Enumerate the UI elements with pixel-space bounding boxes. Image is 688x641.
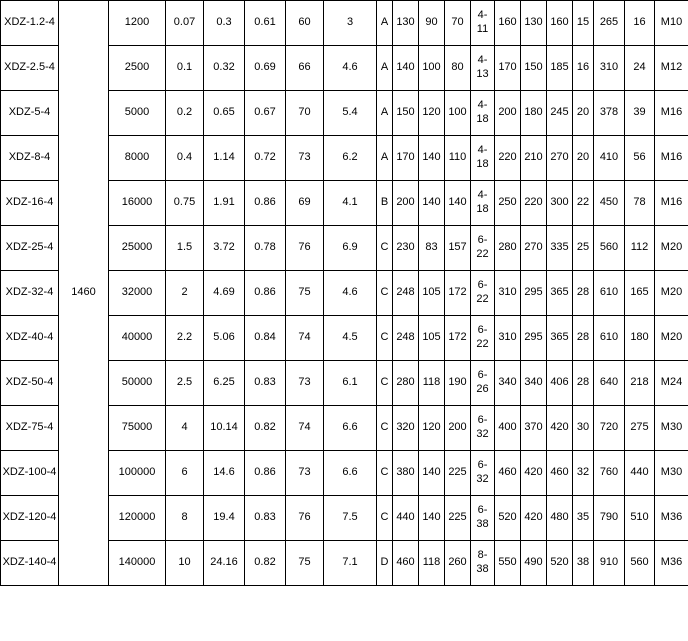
cell-c10: 80 [445,46,471,91]
cell-c7: A [377,46,393,91]
cell-c13: 295 [521,271,547,316]
cell-c17: 56 [625,136,655,181]
cell-c1: 50000 [109,361,166,406]
cell-c4: 0.69 [245,46,286,91]
cell-c1: 5000 [109,91,166,136]
cell-c7: C [377,316,393,361]
cell-c4: 0.86 [245,451,286,496]
cell-c9: 83 [419,226,445,271]
cell-c10: 140 [445,181,471,226]
cell-c11: 4-13 [471,46,495,91]
cell-c1: 40000 [109,316,166,361]
cell-c9: 120 [419,406,445,451]
cell-c2: 8 [166,496,204,541]
cell-c14: 460 [547,451,573,496]
cell-c7: D [377,541,393,586]
cell-c13: 270 [521,226,547,271]
cell-c7: C [377,406,393,451]
cell-c5: 75 [286,271,324,316]
cell-c6: 7.1 [324,541,377,586]
cell-c15: 22 [573,181,594,226]
cell-c12: 400 [495,406,521,451]
cell-c11: 6-32 [471,451,495,496]
cell-c1: 32000 [109,271,166,316]
cell-c9: 140 [419,496,445,541]
cell-model: XDZ-100-4 [1,451,59,496]
cell-c12: 550 [495,541,521,586]
cell-c16: 450 [594,181,625,226]
cell-c8: 280 [393,361,419,406]
cell-c3: 10.14 [204,406,245,451]
cell-c18: M36 [655,496,688,541]
cell-c12: 280 [495,226,521,271]
cell-c12: 220 [495,136,521,181]
cell-c2: 0.2 [166,91,204,136]
cell-c6: 6.9 [324,226,377,271]
cell-c14: 480 [547,496,573,541]
cell-c10: 172 [445,271,471,316]
cell-model: XDZ-2.5-4 [1,46,59,91]
cell-c15: 28 [573,316,594,361]
cell-model: XDZ-1.2-4 [1,1,59,46]
cell-c13: 340 [521,361,547,406]
cell-c16: 610 [594,316,625,361]
cell-c5: 75 [286,541,324,586]
cell-c14: 160 [547,1,573,46]
cell-c15: 20 [573,136,594,181]
cell-c6: 3 [324,1,377,46]
cell-c9: 140 [419,181,445,226]
cell-c13: 490 [521,541,547,586]
cell-c8: 248 [393,316,419,361]
cell-c10: 260 [445,541,471,586]
cell-model: XDZ-40-4 [1,316,59,361]
cell-c18: M24 [655,361,688,406]
cell-c9: 118 [419,361,445,406]
cell-c11: 6-22 [471,226,495,271]
cell-c3: 14.6 [204,451,245,496]
cell-c5: 76 [286,496,324,541]
cell-c3: 1.14 [204,136,245,181]
cell-c16: 265 [594,1,625,46]
cell-c6: 4.5 [324,316,377,361]
cell-c11: 6-22 [471,316,495,361]
cell-c13: 220 [521,181,547,226]
cell-model: XDZ-120-4 [1,496,59,541]
cell-c13: 370 [521,406,547,451]
cell-c15: 28 [573,271,594,316]
cell-c4: 0.61 [245,1,286,46]
cell-c7: A [377,136,393,181]
cell-c1: 25000 [109,226,166,271]
cell-c4: 0.82 [245,541,286,586]
cell-c1: 2500 [109,46,166,91]
table-row [1,1,688,46]
cell-c15: 38 [573,541,594,586]
cell-c16: 310 [594,46,625,91]
cell-c11: 6-32 [471,406,495,451]
cell-c14: 335 [547,226,573,271]
cell-c3: 0.65 [204,91,245,136]
cell-c8: 150 [393,91,419,136]
cell-c10: 190 [445,361,471,406]
cell-c17: 180 [625,316,655,361]
cell-c11: 6-22 [471,271,495,316]
cell-c5: 74 [286,316,324,361]
cell-c3: 3.72 [204,226,245,271]
cell-c3: 0.3 [204,1,245,46]
cell-c2: 0.07 [166,1,204,46]
cell-model: XDZ-25-4 [1,226,59,271]
cell-c14: 520 [547,541,573,586]
cell-c6: 6.6 [324,451,377,496]
cell-c14: 270 [547,136,573,181]
cell-c7: C [377,226,393,271]
cell-c2: 2 [166,271,204,316]
cell-c2: 0.75 [166,181,204,226]
cell-c9: 100 [419,46,445,91]
cell-c7: B [377,181,393,226]
cell-c17: 510 [625,496,655,541]
cell-c16: 410 [594,136,625,181]
cell-c13: 420 [521,451,547,496]
cell-c18: M16 [655,136,688,181]
cell-c5: 70 [286,91,324,136]
cell-c12: 200 [495,91,521,136]
cell-c4: 0.83 [245,361,286,406]
cell-c17: 165 [625,271,655,316]
cell-model: XDZ-32-4 [1,271,59,316]
cell-c10: 200 [445,406,471,451]
cell-c17: 112 [625,226,655,271]
cell-c10: 225 [445,451,471,496]
cell-c15: 20 [573,91,594,136]
cell-c18: M16 [655,181,688,226]
cell-c2: 0.1 [166,46,204,91]
cell-c11: 4-18 [471,91,495,136]
cell-c9: 90 [419,1,445,46]
cell-c1: 120000 [109,496,166,541]
cell-c3: 24.16 [204,541,245,586]
cell-c5: 66 [286,46,324,91]
cell-c16: 378 [594,91,625,136]
cell-c5: 76 [286,226,324,271]
cell-c2: 4 [166,406,204,451]
cell-c15: 30 [573,406,594,451]
cell-model: XDZ-5-4 [1,91,59,136]
cell-c14: 300 [547,181,573,226]
cell-c3: 0.32 [204,46,245,91]
cell-c11: 6-26 [471,361,495,406]
cell-c18: M30 [655,451,688,496]
cell-c15: 25 [573,226,594,271]
cell-c10: 70 [445,1,471,46]
cell-model: XDZ-16-4 [1,181,59,226]
cell-c4: 0.86 [245,271,286,316]
cell-c1: 1200 [109,1,166,46]
cell-c9: 140 [419,451,445,496]
cell-c17: 16 [625,1,655,46]
cell-c6: 6.2 [324,136,377,181]
cell-c6: 4.6 [324,271,377,316]
cell-c18: M36 [655,541,688,586]
cell-c8: 140 [393,46,419,91]
cell-c17: 560 [625,541,655,586]
cell-c12: 310 [495,271,521,316]
cell-c13: 130 [521,1,547,46]
cell-model: XDZ-75-4 [1,406,59,451]
cell-c1: 100000 [109,451,166,496]
cell-c12: 310 [495,316,521,361]
cell-c2: 2.5 [166,361,204,406]
cell-c16: 610 [594,271,625,316]
cell-c2: 6 [166,451,204,496]
cell-c7: A [377,91,393,136]
cell-c14: 185 [547,46,573,91]
cell-c13: 150 [521,46,547,91]
cell-c14: 245 [547,91,573,136]
cell-c11: 4-18 [471,136,495,181]
cell-c9: 140 [419,136,445,181]
cell-c4: 0.72 [245,136,286,181]
cell-c13: 210 [521,136,547,181]
cell-c10: 157 [445,226,471,271]
cell-c7: C [377,271,393,316]
cell-c5: 73 [286,136,324,181]
cell-c17: 78 [625,181,655,226]
cell-c16: 760 [594,451,625,496]
cell-c16: 790 [594,496,625,541]
cell-c11: 8-38 [471,541,495,586]
cell-c8: 200 [393,181,419,226]
cell-c7: C [377,361,393,406]
cell-c10: 172 [445,316,471,361]
cell-model: XDZ-50-4 [1,361,59,406]
cell-c5: 69 [286,181,324,226]
cell-c6: 7.5 [324,496,377,541]
cell-c11: 4-11 [471,1,495,46]
cell-c2: 2.2 [166,316,204,361]
cell-c8: 130 [393,1,419,46]
cell-c5: 73 [286,361,324,406]
cell-c10: 100 [445,91,471,136]
cell-c16: 910 [594,541,625,586]
cell-c16: 720 [594,406,625,451]
cell-c5: 74 [286,406,324,451]
cell-c14: 420 [547,406,573,451]
cell-c8: 320 [393,406,419,451]
cell-c6: 4.6 [324,46,377,91]
cell-c7: C [377,451,393,496]
cell-speed: 1460 [59,1,109,586]
cell-c8: 170 [393,136,419,181]
cell-c5: 60 [286,1,324,46]
cell-c18: M20 [655,316,688,361]
cell-c4: 0.86 [245,181,286,226]
table-body [1,1,688,586]
cell-c1: 16000 [109,181,166,226]
cell-c6: 6.1 [324,361,377,406]
cell-c6: 4.1 [324,181,377,226]
cell-c2: 10 [166,541,204,586]
cell-c18: M16 [655,91,688,136]
cell-c2: 1.5 [166,226,204,271]
cell-c17: 39 [625,91,655,136]
cell-c8: 230 [393,226,419,271]
cell-c9: 118 [419,541,445,586]
cell-c4: 0.67 [245,91,286,136]
cell-c16: 640 [594,361,625,406]
cell-c1: 140000 [109,541,166,586]
cell-c3: 4.69 [204,271,245,316]
cell-c13: 420 [521,496,547,541]
cell-c4: 0.78 [245,226,286,271]
cell-c18: M30 [655,406,688,451]
cell-c12: 340 [495,361,521,406]
cell-c17: 275 [625,406,655,451]
cell-c14: 365 [547,271,573,316]
cell-c12: 520 [495,496,521,541]
cell-c4: 0.83 [245,496,286,541]
cell-c8: 460 [393,541,419,586]
cell-c13: 180 [521,91,547,136]
cell-c10: 110 [445,136,471,181]
cell-c17: 440 [625,451,655,496]
cell-c17: 218 [625,361,655,406]
cell-c1: 8000 [109,136,166,181]
cell-c15: 28 [573,361,594,406]
cell-c9: 105 [419,316,445,361]
cell-c12: 170 [495,46,521,91]
cell-c1: 75000 [109,406,166,451]
cell-c8: 440 [393,496,419,541]
cell-c18: M12 [655,46,688,91]
cell-c14: 406 [547,361,573,406]
cell-c3: 6.25 [204,361,245,406]
cell-c9: 120 [419,91,445,136]
cell-c12: 460 [495,451,521,496]
cell-c15: 32 [573,451,594,496]
cell-model: XDZ-8-4 [1,136,59,181]
cell-c4: 0.84 [245,316,286,361]
cell-c8: 380 [393,451,419,496]
cell-c8: 248 [393,271,419,316]
cell-c12: 160 [495,1,521,46]
cell-c16: 560 [594,226,625,271]
cell-c15: 35 [573,496,594,541]
cell-c10: 225 [445,496,471,541]
cell-c18: M10 [655,1,688,46]
cell-c4: 0.82 [245,406,286,451]
cell-c13: 295 [521,316,547,361]
cell-c3: 5.06 [204,316,245,361]
cell-model: XDZ-140-4 [1,541,59,586]
cell-c15: 16 [573,46,594,91]
cell-c5: 73 [286,451,324,496]
cell-c3: 1.91 [204,181,245,226]
cell-c6: 6.6 [324,406,377,451]
cell-c2: 0.4 [166,136,204,181]
cell-c17: 24 [625,46,655,91]
cell-c15: 15 [573,1,594,46]
cell-c18: M20 [655,271,688,316]
cell-c6: 5.4 [324,91,377,136]
cell-c7: A [377,1,393,46]
cell-c14: 365 [547,316,573,361]
cell-c12: 250 [495,181,521,226]
cell-c9: 105 [419,271,445,316]
cell-c7: C [377,496,393,541]
cell-c11: 4-18 [471,181,495,226]
cell-c18: M20 [655,226,688,271]
cell-c11: 6-38 [471,496,495,541]
cell-c3: 19.4 [204,496,245,541]
